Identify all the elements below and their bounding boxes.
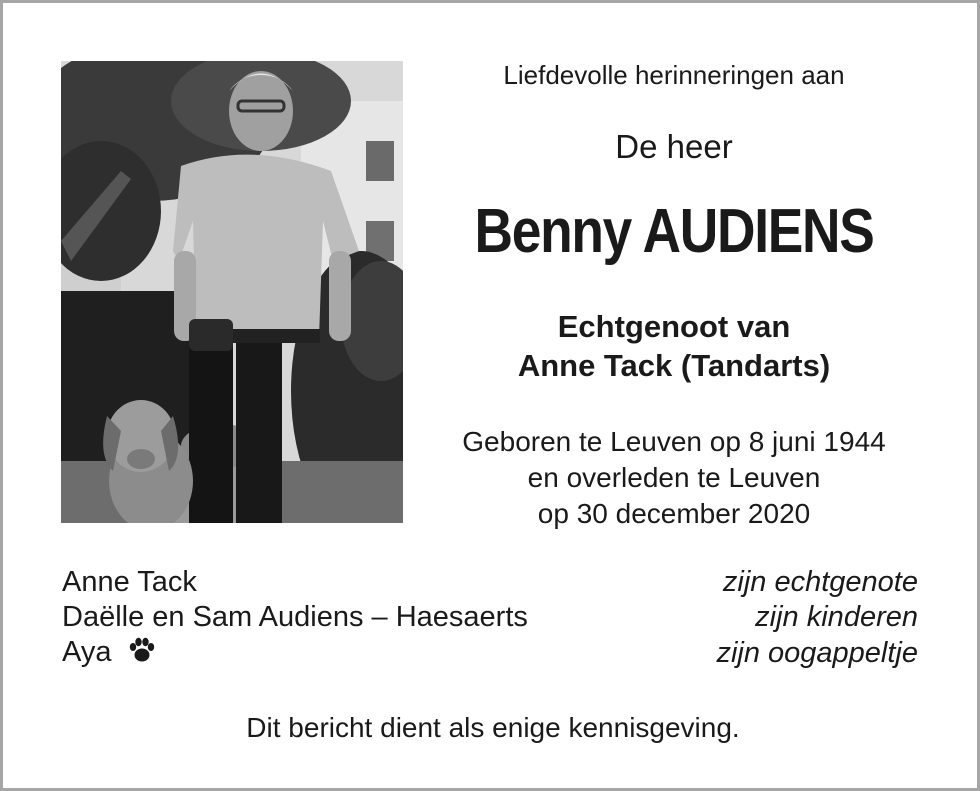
footer-notice: Dit bericht dient als enige kennisgeving.: [246, 712, 740, 743]
family-row: [62, 635, 918, 672]
family-row: [62, 600, 918, 635]
life-dates: [433, 424, 915, 532]
family-relation: zijn kinderen: [755, 601, 918, 633]
family-list: [62, 565, 918, 672]
salutation: De heer: [615, 128, 733, 165]
spouse-line-2: Anne Tack (Tandarts): [517, 348, 831, 383]
family-member-name: Daëlle en Sam Audiens – Haesaerts: [62, 601, 528, 633]
family-relation: zijn echtgenote: [722, 566, 918, 598]
birth-line: Geboren te Leuven op 8 juni 1944: [462, 426, 886, 457]
spouse-block: [433, 307, 915, 385]
deceased-name: Benny AUDIENS: [474, 197, 874, 266]
spouse-line-1: Echtgenoot van: [557, 309, 791, 344]
intro-text: Liefdevolle herinneringen aan: [503, 60, 845, 90]
family-member-name: Aya: [62, 636, 112, 668]
death-date-line: op 30 december 2020: [537, 498, 811, 529]
portrait-photo: [61, 61, 403, 523]
family-relation: zijn oogappeltje: [716, 637, 918, 669]
family-member-name: Anne Tack: [62, 566, 197, 598]
family-member-entry: [62, 635, 156, 672]
death-line: en overleden te Leuven: [527, 462, 821, 493]
paw-icon: [128, 637, 156, 672]
family-row: [62, 565, 918, 600]
